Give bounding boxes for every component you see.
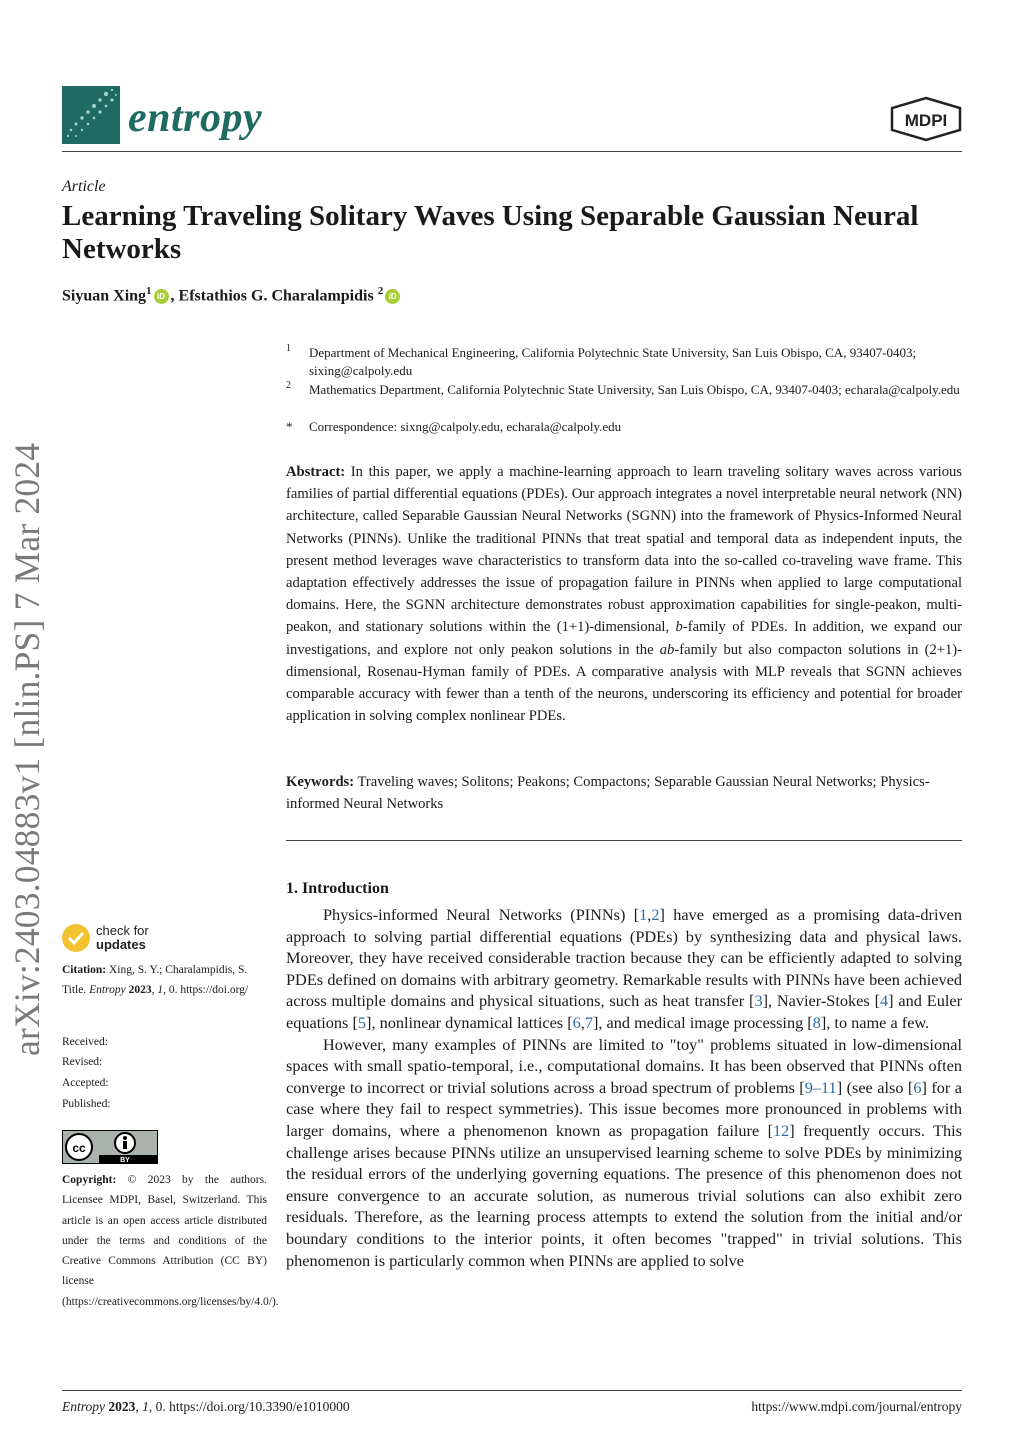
affiliation-2 <box>286 381 962 399</box>
svg-text:cc: cc <box>72 1141 86 1155</box>
revised-label: Revised: <box>62 1056 103 1068</box>
section-heading: 1. Introduction <box>286 880 389 897</box>
paragraph: Physics-informed Neural Networks (PINNs) [1,2] have emerged as a promising data-driven approach to solving partial differential equations (PDEs) by synthesizing data and physical laws. Moreover, they have received considerable traction because they can be efficiently adapted to solving PDEs defined on domains with arbitrary geometry. Remarkable results with PINNs have been achieved across multiple domains and physical situations, such as heat transfer [3], Navier-Stokes [4] and Euler equations [5], nonlinear dynamical lattices [6,7], and medical image processing [8], to name a few. <box>286 905 963 1032</box>
footer-citation: Entropy 2023, 1, 0. https://doi.org/10.3390/e1010000 <box>62 1399 350 1414</box>
citation-link[interactable]: 9–11 <box>804 1077 837 1097</box>
introduction-body <box>286 904 962 1271</box>
mdpi-logo-text: MDPI <box>904 111 948 130</box>
citation-link[interactable]: 1 <box>639 905 648 924</box>
citation-link[interactable]: 6 <box>913 1077 922 1097</box>
journal-name: entropy <box>128 95 263 141</box>
mdpi-logo <box>888 96 964 142</box>
arxiv-stamp: arXiv:2403.04883v1 [nlin.PS] 7 Mar 2024 <box>7 442 47 1056</box>
affiliation-text: Department of Mechanical Engineering, California Polytechnic State University, San Luis Obispo, CA, 93407-0403; sixing@calpoly.edu <box>309 345 917 378</box>
citation-link[interactable]: 3 <box>754 991 763 1011</box>
author-affiliation-mark: 1 <box>146 285 152 297</box>
citation-link[interactable]: 8 <box>812 1012 821 1032</box>
paper-title: Learning Traveling Solitary Waves Using Separable Gaussian Neural Networks <box>62 200 919 265</box>
paragraph: However, many examples of PINNs are limited to "toy" problems situated in low-dimensional spaces with small spatio-temporal, i.e., computational domains. It has been observed that PINNs often converge to incorrect or trivial solutions across a broad spectrum of problems [9–11] (see also [6] for a case where they fail to respect symmetries). This issue becomes more pronounced in problems with larger domains, where a phenomenon known as propagation failure [12] frequently occurs. This challenge arises because PINNs utilize an unsupervised learning scheme to solve PDEs by minimizing the residual errors of the underlying governing equations. The presence of this phenomenon does not ensure convergence to an accurate solution, as numerous trivial solutions can also exhibit zero residuals. Therefore, as the learning process attempts to extend the solution from the initial and/or boundary conditions to the interior points, it often becomes "trapped" in trivial solutions. This phenomenon is particularly common when PINNs are applied to solve <box>286 1034 962 1270</box>
article-type: Article <box>62 178 106 195</box>
check-for-updates-line2: updates <box>96 937 146 952</box>
footer-divider <box>62 1390 962 1391</box>
affiliation-mark: 2 <box>286 380 291 391</box>
affiliation-1 <box>286 344 962 380</box>
affiliation-text: Mathematics Department, California Polytechnic State University, San Luis Obispo, CA, 93407-0403; echarala@calpoly.edu <box>309 382 960 397</box>
abstract-text: -family but also compacton solutions in (2+1)-dimensional, Rosenau-Hyman family of PDEs. A comparative analysis with MLP reveals that SGNN achieves comparable accuracy with fewer than a tenth of the neurons, underscoring its efficiency and potential for broader application in solving complex nonlinear PDEs. <box>286 641 962 725</box>
citation-block: Citation: Xing, S. Y.; Charalampidis, S. Title. Entropy 2023, 1, 0. https://doi.org/ <box>62 964 249 997</box>
copyright-text: © 2023 by the authors. Licensee MDPI, Basel, Switzerland. This article is an open access article distributed under the terms and conditions of the Creative Commons Attribution (CC BY) license (https://creativecommons.org/licenses/by/4.0/). <box>62 1174 279 1308</box>
orcid-icon[interactable]: iD <box>385 289 400 304</box>
check-for-updates-line1: check for <box>96 923 149 938</box>
abstract-italic: ab <box>659 641 675 658</box>
header-divider <box>62 151 962 152</box>
copyright-block <box>62 1170 279 1312</box>
citation-label: Citation: <box>62 964 107 976</box>
citation-link[interactable]: 4 <box>880 991 889 1011</box>
abstract-divider <box>286 840 962 841</box>
author-name[interactable]: Efstathios G. Charalampidis <box>178 287 374 305</box>
abstract-label: Abstract: <box>286 464 346 480</box>
citation-link[interactable]: 6 <box>572 1012 581 1032</box>
affiliation-mark: 1 <box>286 343 291 354</box>
keywords-label: Keywords: <box>286 774 355 790</box>
citation-link[interactable]: 5 <box>357 1012 367 1032</box>
accepted-label: Accepted: <box>62 1077 109 1089</box>
check-for-updates-icon[interactable] <box>62 924 90 952</box>
keywords-text: Traveling waves; Solitons; Peakons; Compactons; Separable Gaussian Neural Networks; Physics-informed Neural Networks <box>286 774 930 813</box>
check-for-updates-button[interactable] <box>96 924 149 952</box>
author-affiliation-mark: 2 <box>377 285 384 297</box>
entropy-logo-icon <box>62 86 120 144</box>
correspondence-text: Correspondence: sixng@calpoly.edu, echarala@calpoly.edu <box>309 419 622 434</box>
cc-by-text: BY <box>120 1157 130 1163</box>
received-label: Received: <box>62 1036 108 1048</box>
copyright-label: Copyright: <box>62 1174 117 1186</box>
abstract <box>286 461 962 727</box>
cc-by-license-icon[interactable] <box>62 1130 158 1164</box>
published-label: Published: <box>62 1098 111 1110</box>
orcid-icon[interactable]: iD <box>154 289 169 304</box>
footer-journal-url[interactable]: https://www.mdpi.com/journal/entropy <box>751 1399 962 1414</box>
citation-link[interactable]: 12 <box>773 1120 790 1140</box>
correspondence-mark: * <box>286 419 293 434</box>
correspondence <box>286 418 962 436</box>
abstract-text: In this paper, we apply a machine-learning approach to learn traveling solitary waves across various families of partial differential equations (PDEs). Our approach integrates a novel interpretable neural network (NN) architecture, called Separable Gaussian Neural Networks (SGNN) into the framework of Physics-Informed Neural Networks (PINNs). Unlike the traditional PINNs that treat spatial and temporal data as independent inputs, the present method leverages wave characteristics to transform data into the so-called co-traveling wave frame. This adaptation effectively addresses the issue of propagation failure in PINNs when applied to large computational domains. Here, the SGNN architecture demonstrates robust approximation capabilities for single-peakon, multi-peakon, and stationary solutions within the (1+1)-dimensional, <box>286 464 962 636</box>
author-name[interactable]: Siyuan Xing <box>62 287 147 305</box>
abstract-text: -family of PDEs. In addition, we expand our investigations, and explore not only peakon solutions in the <box>286 619 962 658</box>
citation-link[interactable]: 2 <box>651 905 660 924</box>
author-list: Siyuan Xing$^1$ iD , Efstathios G. Charalampidis $^2$ iD <box>62 285 402 305</box>
keywords <box>286 771 962 815</box>
abstract-italic: b <box>675 619 683 636</box>
citation-link[interactable]: 7 <box>584 1012 593 1032</box>
